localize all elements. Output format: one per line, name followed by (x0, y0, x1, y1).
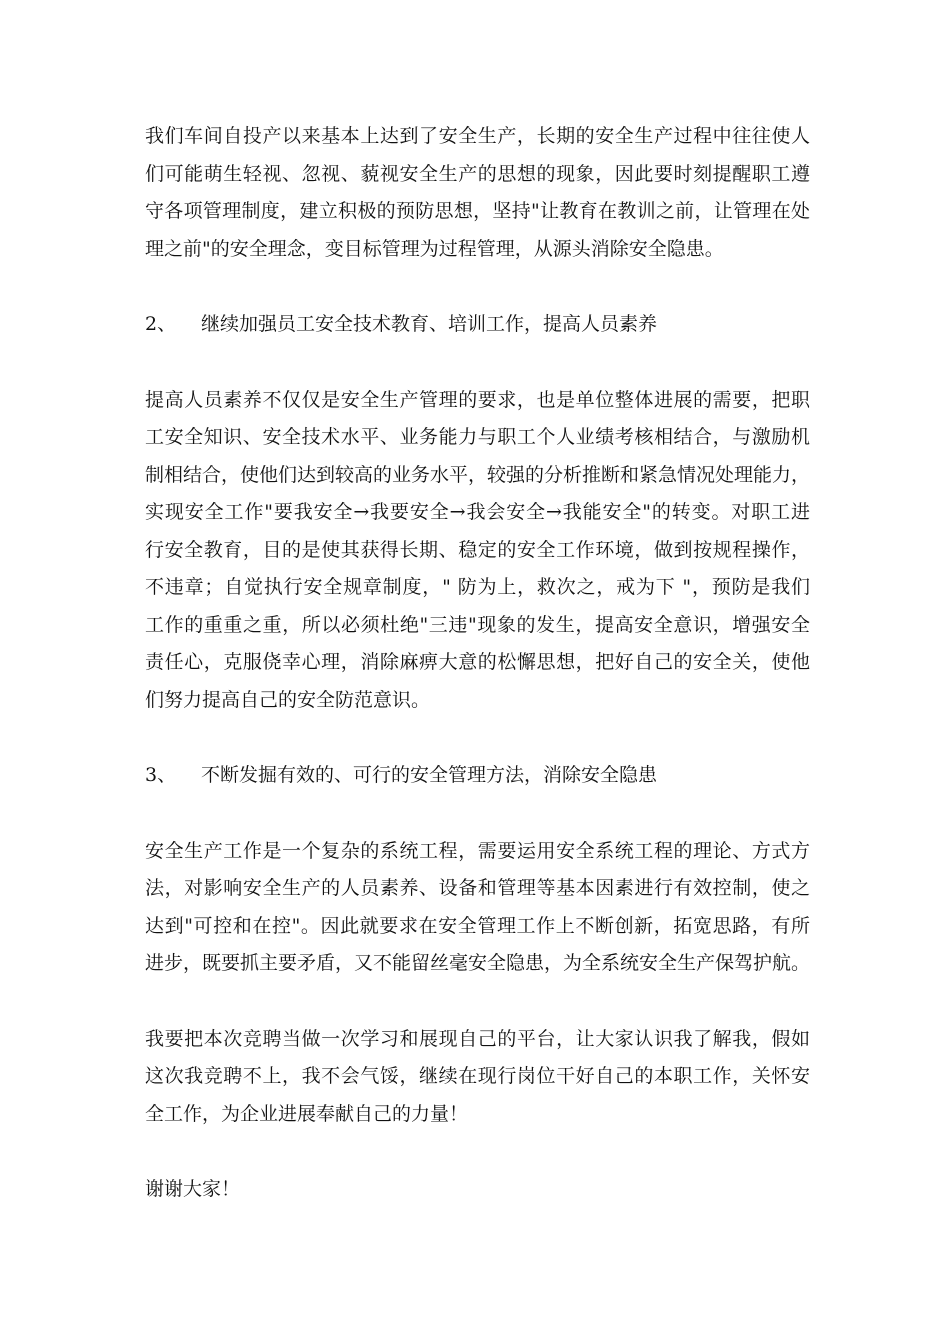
text-line: 责任心，克服侥幸心理，消除麻痹大意的松懈思想，把好自己的安全关，使他 (145, 651, 810, 673)
text-line: 守各项管理制度，建立积极的预防思想，坚持"让教育在教训之前，让管理在处 (145, 200, 810, 222)
text-line: 谢谢大家！ (145, 1178, 241, 1200)
text-line: 这次我竞聘不上，我不会气馁，继续在现行岗位干好自己的本职工作，关怀安 (145, 1065, 810, 1087)
section-title: 继续加强员工安全技术教育、培训工作，提高人员素养 (201, 313, 658, 335)
section-number: 3、 (145, 764, 177, 786)
text-line: 全工作，为企业进展奉献自己的力量！ (145, 1102, 469, 1125)
text-line: 不违章；自觉执行安全规章制度，" 防为上，救次之，戒为下 "，预防是我们 (145, 576, 810, 598)
text-line: 法，对影响安全生产的人员素养、设备和管理等基本因素进行有效控制，使之 (145, 877, 810, 899)
closing-thanks (145, 1171, 810, 1209)
text-line: 制相结合，使他们达到较高的业务水平，较强的分析推断和紧急情况处理能力， (145, 463, 811, 486)
text-line: 工安全知识、安全技术水平、业务能力与职工个人业绩考核相结合，与激励机 (145, 426, 810, 448)
text-line: 行安全教育，目的是使其获得长期、稳定的安全工作环境，做到按规程操作， (145, 538, 810, 561)
text-line: 们可能萌生轻视、忽视、藐视安全生产的思想的现象，因此要时刻提醒职工遵 (145, 162, 810, 185)
text-line: 工作的重重之重，所以必须杜绝"三违"现象的发生，提高安全意识，增强安全 (145, 613, 810, 636)
paragraph-management-methods (145, 833, 810, 983)
text-line: 理之前"的安全理念，变目标管理为过程管理，从源头消除安全隐患。 (145, 237, 724, 260)
section-heading-3 (145, 757, 810, 795)
section-title: 不断发掘有效的、可行的安全管理方法，消除安全隐患 (201, 764, 658, 786)
text-line: 提高人员素养不仅仅是安全生产管理的要求，也是单位整体进展的需要，把职 (145, 388, 810, 411)
document-body (145, 118, 810, 1247)
section-number: 2、 (145, 313, 177, 335)
paragraph-conclusion (145, 1021, 810, 1134)
section-heading-2 (145, 306, 810, 344)
text-line: 进步，既要抓主要矛盾，又不能留丝毫安全隐患，为全系统安全生产保驾护航。 (145, 952, 811, 974)
text-line: 达到"可控和在控"。因此就要求在安全管理工作上不断创新，拓宽思路，有所 (145, 914, 810, 937)
paragraph-staff-quality (145, 382, 810, 720)
paragraph-safety-awareness (145, 118, 810, 268)
text-line: 们努力提高自己的安全防范意识。 (145, 688, 431, 711)
text-line: 我们车间自投产以来基本上达到了安全生产，长期的安全生产过程中往往使人 (145, 125, 810, 147)
text-line: 安全生产工作是一个复杂的系统工程，需要运用安全系统工程的理论、方式方 (145, 839, 810, 862)
text-line: 我要把本次竞聘当做一次学习和展现自己的平台，让大家认识我了解我，假如 (145, 1027, 810, 1050)
text-line: 实现安全工作"要我安全→我要安全→我会安全→我能安全"的转变。对职工进 (145, 501, 810, 523)
